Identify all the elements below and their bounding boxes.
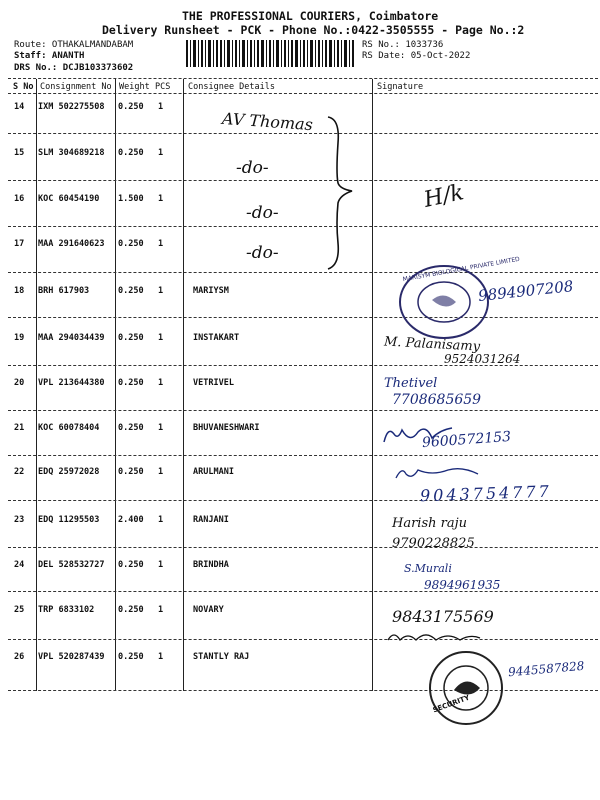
row-weight: 0.250 [118, 239, 144, 249]
stamp-text: MARISYM BIOLOGICAL PRIVATE LIMITED [402, 255, 521, 284]
row-pcs: 1 [158, 423, 164, 433]
row-weight: 0.250 [118, 423, 144, 433]
row-consignee: STANTLY RAJ [193, 652, 250, 662]
drs-number: DRS No.: DCJB103373602 [14, 63, 134, 73]
rs-number: RS No.: 1033736 [362, 40, 444, 50]
handwritten-brace [322, 113, 362, 277]
row-pcs: 1 [158, 333, 164, 343]
row-consignment: MAA 294034439 [38, 333, 105, 343]
row-consignee: RANJANI [193, 515, 229, 525]
handwritten-initials: H/k [421, 180, 467, 213]
row-weight: 0.250 [118, 333, 144, 343]
handwritten-phone: 7708685659 [392, 392, 482, 408]
row-sno: 21 [14, 423, 25, 433]
row-consignment: IXM 502275508 [38, 102, 105, 112]
row-sno: 20 [14, 378, 25, 388]
row-weight: 0.250 [118, 467, 144, 477]
row-pcs: 1 [158, 652, 164, 662]
handwritten-signature: Thetivel [384, 376, 438, 391]
row-pcs: 1 [158, 286, 164, 296]
runsheet-subtitle: Delivery Runsheet - PCK - Phone No.:0422-3505555 - Page No.:2 [102, 23, 525, 37]
row-weight: 2.400 [118, 515, 144, 525]
row-consignee: VETRIVEL [193, 378, 234, 388]
row-pcs: 1 [158, 560, 164, 570]
row-consignee: BRINDHA [193, 560, 229, 570]
row-sno: 14 [14, 102, 25, 112]
row-consignment: EDQ 11295503 [38, 515, 100, 525]
row-consignment: BRH 617903 [38, 286, 90, 296]
row-pcs: 1 [158, 467, 164, 477]
handwritten-signature: M. Palanisamy [383, 334, 481, 355]
row-consignment: EDQ 25972028 [38, 467, 100, 477]
col-header-weight: Weight [119, 82, 150, 92]
handwritten-phone: 9600572153 [421, 428, 512, 452]
divider [8, 78, 598, 79]
row-divider [8, 180, 598, 181]
row-sno: 23 [14, 515, 25, 525]
row-weight: 0.250 [118, 102, 144, 112]
col-header-consignment: Consignment No [40, 82, 112, 92]
handwritten-phone: 9843175569 [392, 607, 494, 626]
handwritten-phone: 9524031264 [444, 352, 521, 366]
handwritten-ditto: -do- [236, 158, 269, 178]
row-sno: 15 [14, 148, 25, 158]
handwritten-phone: 9894961935 [424, 578, 501, 592]
row-weight: 0.250 [118, 652, 144, 662]
row-divider [8, 455, 598, 456]
handwritten-ditto: -do- [246, 203, 279, 223]
staff-label: Staff: ANANTH [14, 51, 85, 61]
row-weight: 0.250 [118, 378, 144, 388]
handwritten-phone: 9790228825 [392, 536, 475, 551]
row-sno: 26 [14, 652, 25, 662]
stamp-text: SECURITY [431, 693, 471, 715]
row-divider [8, 317, 598, 318]
handwritten-signature: S.Murali [404, 562, 452, 575]
row-consignee: INSTAKART [193, 333, 240, 343]
row-consignee: BHUVANESHWARI [193, 423, 260, 433]
row-weight: 0.250 [118, 605, 144, 615]
handwritten-ditto: -do- [246, 243, 279, 263]
row-consignment: KOC 60078404 [38, 423, 100, 433]
row-sno: 25 [14, 605, 25, 615]
col-header-pcs: PCS [155, 82, 171, 92]
row-pcs: 1 [158, 515, 164, 525]
row-divider [8, 272, 598, 273]
row-consignment: DEL 528532727 [38, 560, 105, 570]
company-title: THE PROFESSIONAL COURIERS, Coimbatore [182, 9, 439, 23]
row-divider [8, 410, 598, 411]
divider [8, 93, 598, 94]
row-consignee: MARIYSM [193, 286, 229, 296]
row-pcs: 1 [158, 605, 164, 615]
security-stamp [426, 648, 506, 732]
rs-date: RS Date: 05-Oct-2022 [362, 51, 471, 61]
signature-scribble [384, 628, 484, 650]
row-consignment: MAA 291640623 [38, 239, 105, 249]
row-sno: 18 [14, 286, 25, 296]
col-header-sno: S No [13, 82, 34, 92]
row-divider [8, 226, 598, 227]
column-line [183, 79, 184, 691]
column-line [115, 79, 116, 691]
handwritten-signature: Harish raju [392, 516, 468, 531]
row-pcs: 1 [158, 148, 164, 158]
barcode [186, 40, 356, 67]
col-header-consignee: Consignee Details [188, 82, 275, 92]
row-consignment: VPL 213644380 [38, 378, 105, 388]
row-weight: 1.500 [118, 194, 144, 204]
row-pcs: 1 [158, 194, 164, 204]
row-consignment: TRP 6833102 [38, 605, 95, 615]
row-pcs: 1 [158, 378, 164, 388]
row-divider [8, 639, 598, 640]
row-consignment: KOC 60454190 [38, 194, 100, 204]
col-header-signature: Signature [377, 82, 424, 92]
row-sno: 19 [14, 333, 25, 343]
row-consignee: NOVARY [193, 605, 224, 615]
row-sno: 24 [14, 560, 25, 570]
row-consignee: ARULMANI [193, 467, 234, 477]
row-divider [8, 547, 598, 548]
column-line [36, 79, 37, 691]
row-consignment: VPL 520287439 [38, 652, 105, 662]
row-divider [8, 690, 598, 691]
row-pcs: 1 [158, 102, 164, 112]
row-weight: 0.250 [118, 286, 144, 296]
row-sno: 17 [14, 239, 25, 249]
row-pcs: 1 [158, 239, 164, 249]
route-label: Route: OTHAKALMANDABAM [14, 40, 134, 50]
handwritten-name: AV Thomas [221, 108, 314, 135]
row-weight: 0.250 [118, 560, 144, 570]
row-consignment: SLM 304689218 [38, 148, 105, 158]
row-divider [8, 591, 598, 592]
row-sno: 22 [14, 467, 25, 477]
handwritten-phone: 9894907208 [477, 277, 575, 305]
row-sno: 16 [14, 194, 25, 204]
column-line [372, 79, 373, 691]
handwritten-phone: 9043754777 [419, 481, 553, 506]
row-weight: 0.250 [118, 148, 144, 158]
handwritten-phone: 9445587828 [507, 658, 585, 680]
